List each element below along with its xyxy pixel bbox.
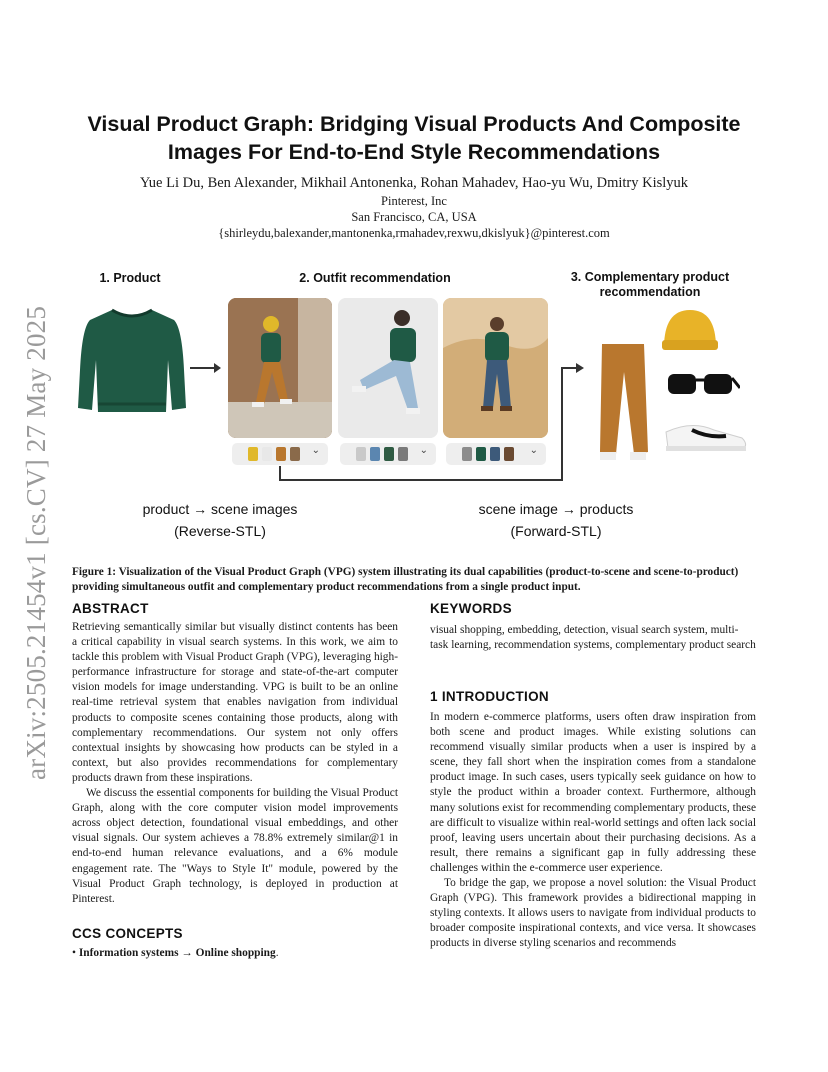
abstract-heading: ABSTRACT bbox=[72, 601, 149, 616]
sneaker-product-image bbox=[662, 418, 748, 454]
forward-stl-flow: scene image → products bbox=[478, 501, 634, 517]
label-product: 1. Product bbox=[99, 271, 161, 285]
introduction-heading: 1 INTRODUCTION bbox=[430, 689, 549, 704]
sweater-product-image bbox=[74, 300, 190, 420]
figure-1 bbox=[60, 262, 768, 552]
label-outfit-recommendation: 2. Outfit recommendation bbox=[299, 271, 451, 285]
affiliation: Pinterest, Inc bbox=[381, 194, 447, 208]
ccs-heading: CCS CONCEPTS bbox=[72, 926, 183, 941]
introduction-paragraph-2: To bridge the gap, we propose a novel solution: the Visual Product Graph (VPG). This framework provides a bidirectional mapping in styling contexts. It allows users to navigate from individual products to broader composite inspirational contexts, and vice versa. It showcases products in diverse styling scenarios and recommends bbox=[430, 877, 756, 950]
swatch-beanie bbox=[248, 447, 258, 461]
introduction-paragraph-1: In modern e-commerce platforms, users often draw inspiration from both scene and product images. While existing solutions can recommend visually similar products when a user is inspired by a scene, they fall short when the inspiration comes from a standalone product image. In such cases, users typically seek guidance on how to style the product within a broader context. Furthermore, although many solutions exist for recommending complementary products, these are difficult to visualize within real-world settings and often lack social proof, leaving users uncertain about their purchasing decisions. As a result, there remains a significant gap in fully addressing these challenges within the e-commerce user experience. bbox=[430, 711, 756, 874]
chevron-down-icon[interactable]: ⌄ bbox=[311, 445, 320, 456]
caption-head: Figure 1: bbox=[72, 566, 117, 578]
location: San Francisco, CA, USA bbox=[351, 210, 477, 224]
ccs-term-1: Information systems bbox=[78, 947, 179, 959]
caption-text: Visualization of the Visual Product Graph (VPG) system illustrating its dual capabilities (product-to-scene and scene-to-product) providing simultaneous outfit and complementary product recommendations from a single product input. bbox=[72, 566, 739, 593]
keywords-text: visual shopping, embedding, detection, visual search system, multi-task learning, recommendation systems, complementary product search bbox=[430, 624, 756, 652]
chevron-down-icon[interactable]: ⌄ bbox=[529, 445, 538, 456]
emails: {shirleydu,balexander,mantonenka,rmahadev,rexwu,dkislyuk}@pinterest.com bbox=[218, 226, 610, 240]
paper-title bbox=[60, 110, 768, 166]
label-complementary-line-1: 3. Complementary product bbox=[570, 270, 730, 284]
title-line-2: Images For End-to-End Style Recommendations bbox=[167, 140, 661, 164]
author-list: Yue Li Du, Ben Alexander, Mikhail Antonenka, Rohan Mahadev, Hao-yu Wu, Dmitry Kislyuk bbox=[139, 175, 689, 191]
introduction-body bbox=[430, 710, 756, 952]
ccs-term-2: Online shopping bbox=[195, 947, 276, 959]
beanie-product-image bbox=[660, 306, 720, 354]
connector-arrow-icon bbox=[270, 362, 590, 484]
ccs-arrow: → bbox=[178, 947, 196, 959]
figure-caption bbox=[72, 565, 758, 595]
ccs-concepts bbox=[72, 946, 398, 961]
abstract-paragraph-2: We discuss the essential components for building the Visual Product Graph, along with the core computer vision model improvements across object detection, foundational visual embeddings, and other visual signals. Our system achieves a 78.8% extremely similar@1 in end-to-end human relevance evaluations, and a 6% module engagement rate. The "Ways to Style It" module, powered by the Visual Product Graph technology, is deployed in production at Pinterest. bbox=[72, 787, 398, 905]
chevron-down-icon[interactable]: ⌄ bbox=[419, 445, 428, 456]
abstract-body bbox=[72, 620, 398, 907]
sunglasses-product-image bbox=[664, 366, 740, 406]
title-line-1: Visual Product Graph: Bridging Visual Products And Composite bbox=[87, 112, 741, 136]
ccs-end: . bbox=[275, 947, 279, 959]
label-complementary-recommendation bbox=[550, 270, 750, 300]
reverse-stl-label: (Reverse-STL) bbox=[174, 523, 266, 539]
arrow-right-icon bbox=[188, 362, 222, 374]
arxiv-side-stamp: arXiv:2505.21454v1 [cs.CV] 27 May 2025 bbox=[21, 305, 51, 780]
keywords-heading: KEYWORDS bbox=[430, 601, 512, 616]
forward-stl-label: (Forward-STL) bbox=[510, 523, 602, 539]
reverse-stl-flow: product → scene images bbox=[142, 501, 298, 517]
pants-product-image bbox=[594, 342, 652, 462]
label-complementary-line-2: recommendation bbox=[599, 285, 701, 299]
ccs-bullet: • bbox=[72, 947, 79, 959]
abstract-paragraph-1: Retrieving semantically similar but visually distinct contents has been a critical capability in visual search systems. In this work, we aim to tackle this problem with Visual Product Graph (VPG), leveraging high-performance infrastructure for storage and state-of-the-art computer vision models for image understanding. VPG is built to be an online real-time retrieval system that enables navigation from individual products to composite scenes containing those products, along with complementary recommendations. Our system not only offers contextual insights by showcasing how products can be styled in a context, but also provides recommendations for complementary products drawn from these inspirations. bbox=[72, 621, 398, 784]
